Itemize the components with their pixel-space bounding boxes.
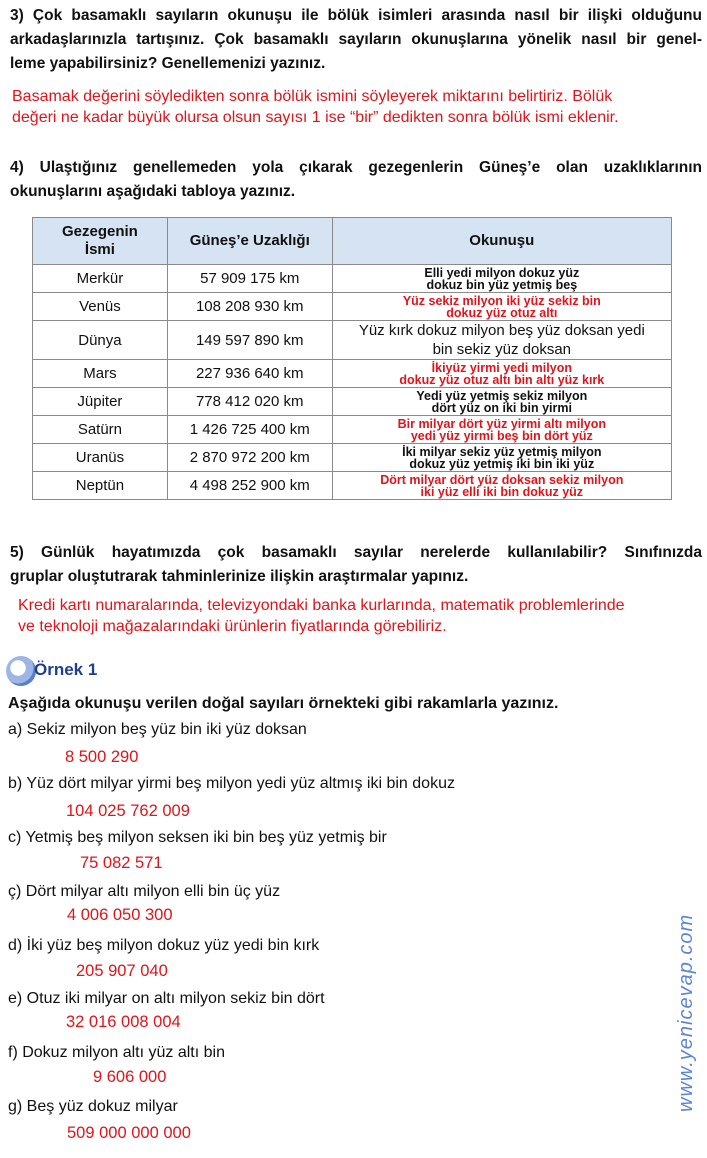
- question-4: [10, 156, 702, 204]
- example-answer-c: 75 082 571: [80, 854, 163, 872]
- header-planet-name: [33, 218, 168, 265]
- planet-name-cell: Satürn: [33, 416, 168, 444]
- example-instruction: Aşağıda okunuşu verilen doğal sayıları örnekteki gibi rakamlarla yazınız.: [8, 695, 559, 712]
- distance-cell: 57 909 175 km: [167, 265, 332, 293]
- question-3-line: arkadaşlarınızla tartışınız. Çok basamaklı sayıların okunuşlarına yönelik nasıl bir genel-: [10, 31, 702, 48]
- example-item-c: c) Yetmiş beş milyon seksen iki bin beş yüz yetmiş bir: [8, 829, 387, 846]
- distance-cell: 778 412 020 km: [167, 388, 332, 416]
- reading-line: Yedi yüz yetmiş sekiz milyon: [416, 388, 588, 403]
- example-answer-a: 8 500 290: [65, 748, 139, 766]
- reading-cell: [332, 265, 671, 293]
- example-item-a: a) Sekiz milyon beş yüz bin iki yüz doksan: [8, 721, 307, 738]
- example-badge-icon: [6, 656, 36, 686]
- example-answer-g: 509 000 000 000: [67, 1124, 191, 1142]
- reading-line: dokuz yüz otuz altı: [446, 305, 558, 320]
- distance-cell: 2 870 972 200 km: [167, 444, 332, 472]
- question-3-answer: [12, 86, 619, 128]
- reading-line: Yüz sekiz milyon iki yüz sekiz bin: [402, 293, 601, 308]
- planet-name-cell: Dünya: [33, 321, 168, 360]
- distance-cell: 227 936 640 km: [167, 360, 332, 388]
- question-5: [10, 541, 702, 589]
- example-item-d: d) İki yüz beş milyon dokuz yüz yedi bin kırk: [8, 937, 320, 954]
- table-row: [33, 293, 672, 321]
- planet-name-cell: Venüs: [33, 293, 168, 321]
- question-4-line: 4) Ulaştığınız genellemeden yola çıkarak gezegenlerin Güneş’e olan uzaklıklarının: [10, 159, 702, 176]
- table-row: [33, 321, 672, 360]
- header-distance: Güneş’e Uzaklığı: [167, 218, 332, 265]
- reading-line: iki yüz elli iki bin dokuz yüz: [420, 484, 584, 499]
- reading-line: Bir milyar dört yüz yirmi altı milyon: [397, 416, 606, 431]
- example-title: Örnek 1: [34, 660, 98, 679]
- reading-cell: [332, 293, 671, 321]
- reading-cell: [332, 416, 671, 444]
- distance-cell: 4 498 252 900 km: [167, 472, 332, 500]
- reading-line: yedi yüz yirmi beş bin dört yüz: [410, 428, 593, 443]
- question-4-line: okunuşlarını aşağıdaki tabloya yazınız.: [10, 183, 296, 200]
- answer-line: ve teknoloji mağazalarındaki ürünlerin fiyatlarında görebiliriz.: [18, 618, 447, 635]
- question-3-line: leme yapabilirsiniz? Genellemenizi yazınız.: [10, 55, 326, 72]
- table-row: [33, 265, 672, 293]
- distance-cell: 1 426 725 400 km: [167, 416, 332, 444]
- distance-cell: 149 597 890 km: [167, 321, 332, 360]
- question-3-line: 3) Çok basamaklı sayıların okunuşu ile bölük isimleri arasında nasıl bir ilişki olduğunu: [10, 7, 702, 24]
- example-item-e: e) Otuz iki milyar on altı milyon sekiz bin dört: [8, 990, 325, 1007]
- reading-cell: [332, 360, 671, 388]
- planet-name-cell: Uranüs: [33, 444, 168, 472]
- distance-cell: 108 208 930 km: [167, 293, 332, 321]
- table-row: [33, 472, 672, 500]
- reading-line: dokuz bin yüz yetmiş beş: [426, 277, 578, 292]
- planet-name-cell: Neptün: [33, 472, 168, 500]
- reading-line: Elli yedi milyon dokuz yüz: [424, 265, 580, 280]
- example-item-g: g) Beş yüz dokuz milyar: [8, 1098, 178, 1115]
- reading-line: bin sekiz yüz doksan: [432, 341, 571, 358]
- example-answer-b: 104 025 762 009: [66, 802, 190, 820]
- planet-distance-table: [32, 217, 672, 500]
- reading-line: Dört milyar dört yüz doksan sekiz milyon: [380, 472, 624, 487]
- table-row: [33, 416, 672, 444]
- example-item-cc: ç) Dört milyar altı milyon elli bin üç yüz: [8, 883, 281, 900]
- reading-line: İki milyar sekiz yüz yetmiş milyon: [402, 444, 602, 459]
- answer-line: değeri ne kadar büyük olursa olsun sayısı 1 ise “bir” dedikten sonra bölük ismi eklenir.: [12, 109, 619, 126]
- question-5-answer: [18, 595, 625, 637]
- planet-name-cell: Jüpiter: [33, 388, 168, 416]
- question-3: [10, 4, 702, 76]
- reading-line: Yüz kırk dokuz milyon beş yüz doksan yedi: [358, 322, 645, 339]
- answer-line: Basamak değerini söyledikten sonra bölük ismini söyleyerek miktarını belirtiriz. Bölük: [12, 88, 613, 105]
- example-answer-cc: 4 006 050 300: [67, 906, 173, 924]
- reading-line: dokuz yüz otuz altı bin altı yüz kırk: [399, 372, 605, 387]
- planet-name-cell: Mars: [33, 360, 168, 388]
- table-row: [33, 388, 672, 416]
- reading-cell: [332, 472, 671, 500]
- header-reading: Okunuşu: [332, 218, 671, 265]
- reading-cell: [332, 321, 671, 360]
- question-5-line: gruplar oluştutrarak tahminlerinize ilişkin araştırmalar yapınız.: [10, 568, 469, 585]
- example-answer-d: 205 907 040: [76, 962, 168, 980]
- header-line: Gezegenin: [62, 223, 138, 240]
- example-answer-f: 9 606 000: [93, 1068, 167, 1086]
- example-answer-e: 32 016 008 004: [66, 1013, 181, 1031]
- watermark: www.yenicevap.com: [675, 913, 697, 1112]
- reading-line: dört yüz on iki bin yirmi: [431, 400, 572, 415]
- reading-cell: [332, 444, 671, 472]
- header-line: İsmi: [84, 241, 115, 258]
- reading-line: dokuz yüz yetmiş iki bin iki yüz: [409, 456, 595, 471]
- reading-line: İkiyüz yirmi yedi milyon: [431, 360, 572, 375]
- question-5-line: 5) Günlük hayatımızda çok basamaklı sayılar nerelerde kullanılabilir? Sınıfınızda: [10, 544, 702, 561]
- answer-line: Kredi kartı numaralarında, televizyondaki banka kurlarında, matematik problemlerinde: [18, 597, 625, 614]
- reading-cell: [332, 388, 671, 416]
- planet-name-cell: Merkür: [33, 265, 168, 293]
- example-item-f: f) Dokuz milyon altı yüz altı bin: [8, 1044, 225, 1061]
- table-row: [33, 360, 672, 388]
- table-header-row: [33, 218, 672, 265]
- example-item-b: b) Yüz dört milyar yirmi beş milyon yedi yüz altmış iki bin dokuz: [8, 775, 455, 792]
- table-row: [33, 444, 672, 472]
